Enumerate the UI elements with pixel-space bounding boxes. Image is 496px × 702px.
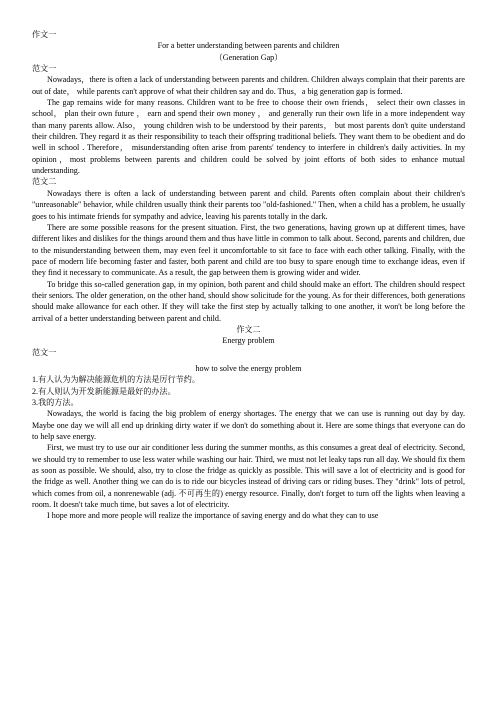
essay1-sample2-label: 范文二 [32, 177, 57, 187]
essay2-sample1-paragraph-1: Nowadays, the world is facing the big problem of energy shortages. The energy that we can use is running out day by day. Maybe one day we will all end up drinking dirty water if we don't do something about it. Here are some things that everyone can do to help save energy. [32, 409, 465, 442]
essay1-sample1-label: 范文一 [32, 64, 57, 74]
essay2-sample1-paragraph-2: First, we must try to use our air conditioner less during the summer months, as this consumes a great deal of electricity. Second, we should try to remember to use less water while washing our hair. Third, we must not let leaky taps run all day. We should fix them as soon as possible. We should, also, try to close the fridge as quickly as possible. This will save a lot of electricity and is good for the fridge as well. Another thing we can do is to ride our bicycles instead of driving cars or riding buses. They "drink" lots of petrol, which comes from oil, a nonrenewable (adj. 不可再生的) energy resource. Finally, don't forget to turn off the lights when leaving a room. It doesn't take much time, but saves a lot of electricity. [32, 443, 465, 510]
essay1-sample1-paragraph-1: Nowadays，there is often a lack of understanding between parents and children. Children always complain that their parents are out of date， while parents can't approve of what their children say and do. Thus，a big generation gap is formed. [32, 75, 465, 96]
essay1-title: For a better understanding between parents and children [157, 41, 340, 51]
essay2-heading: 作文二 [236, 324, 261, 334]
essay2-sample1-paragraph-3: I hope more and more people will realize the importance of saving energy and do what they can to use [47, 511, 379, 521]
essay2-sample1-title: how to solve the energy problem [195, 363, 302, 373]
essay1-sample2-paragraph-2: There are some possible reasons for the present situation. First, the two generations, having grown up at different times, have different likes and dislikes for the things around them and thus have little in common to talk about. Second, parents and children, due to the misunderstanding between them, may even feel it uncomfortable to sit face to face with each other talking. Finally, with the pace of modern life becoming faster and faster, both parent and child are too busy to spare enough time to exchange ideas, even if they find it necessary to communicate. As a result, the gap between them is growing wider and wider. [32, 222, 465, 278]
essay1-heading: 作文一 [32, 30, 57, 39]
essay1-sample1-paragraph-2: The gap remains wide for many reasons. Children want to be free to choose their own friends， select their own classes in school， plan their own future ， earn and spend their own money ， and generally run their own life in a more independent way than many parents allow. Also， young children wish to be understood by their parents， but most parents don't quite understand their children. They regard it as their responsibility to teach their offspring traditional beliefs. They want them to be obedient and do well in school . Therefore， misunderstanding often arise from parents' tendency to interfere in children's daily activities. In my opinion，most problems between parents and children could be solved by joint efforts of both sides to enhance mutual understanding. [32, 98, 465, 176]
essay2-point-2: 2.有人则认为开发新能源是最好的办法。 [32, 386, 176, 396]
essay1-sample2-paragraph-1: Nowadays there is often a lack of understanding between parent and child. Parents often complain about their children's "unreasonable" behavior, while children usually think their parents too "old-fashioned." Then, when a child has a problem, he usually goes to his intimate friends for sympathy and advice, leaving his parents totally in the dark. [32, 188, 465, 221]
essay2-point-1: 1.有人认为为解决能源危机的方法是厉行节约。 [32, 375, 200, 385]
essay2-sample1-label: 范文一 [32, 347, 57, 357]
essay2-title: Energy problem [222, 336, 275, 346]
essay1-sample2-paragraph-3: To bridge this so-called generation gap, in my opinion, both parent and child should make an effort. The children should respect their seniors. The older generation, on the other hand, should show solicitude for the young. As for their differences, both generations should make allowance for each other. If they will take the first step by actually talking to one another, it won't be long before the arrival of a better understanding between parent and child. [32, 279, 465, 323]
essay2-point-3: 3.我的方法。 [32, 398, 79, 407]
essay1-subtitle: （Generation Gap） [214, 52, 283, 62]
